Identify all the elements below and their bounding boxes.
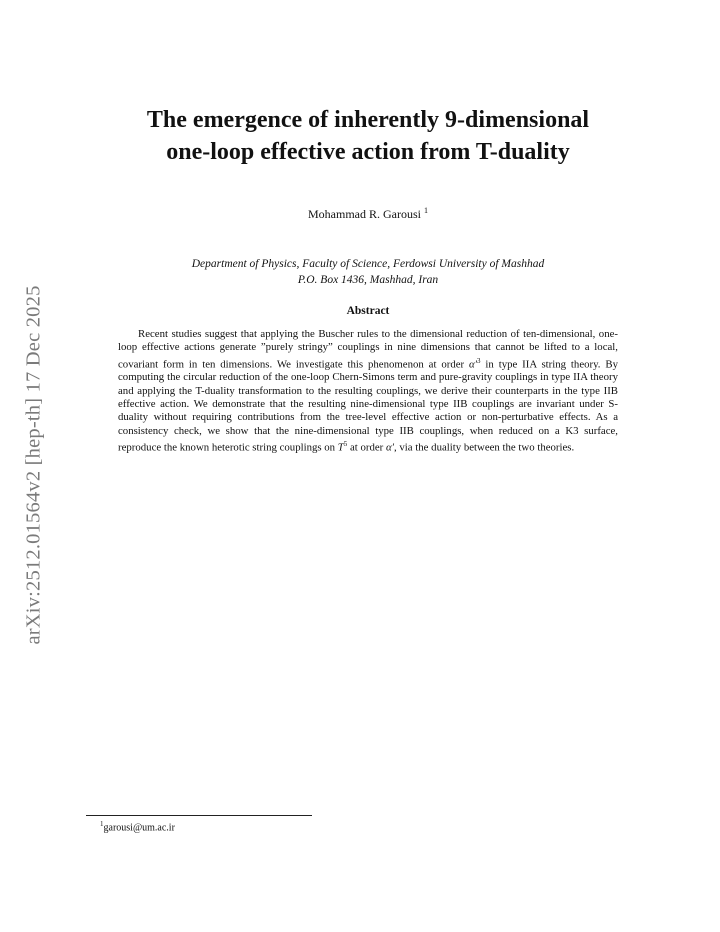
alpha-prime-symbol-2: α′ (385, 441, 394, 454)
author-footnote-mark: 1 (424, 206, 428, 215)
abstract-text-3: at order (347, 441, 386, 454)
affiliation-line-1: Department of Physics, Faculty of Science, Ferdowsi University of Mashhad (191, 258, 545, 270)
alpha-prime-symbol: α′ (469, 358, 478, 371)
title-line-1: The emergence of inherently 9-dimensional (146, 107, 590, 133)
title-line-2: one-loop effective action from T-duality (166, 139, 570, 165)
abstract-text-1: Recent studies suggest that applying the Buscher rules to the dimensional reduction of ten-dimensional, one-loop effective actions generate ”purely stringy” couplings in nine dimensions that cannot be lifted to a local, covariant form in ten dimensions. We investigate this phenomenon at order (118, 328, 618, 371)
arxiv-identifier: arXiv:2512.01564v2 [hep-th] 17 Dec 2025 (22, 285, 45, 645)
abstract-body (118, 328, 618, 455)
footnote (100, 820, 175, 833)
alpha-exponent: 3 (477, 356, 481, 365)
footnote-mark: 1 (100, 820, 104, 828)
author-name: Mohammad R. Garousi (308, 207, 421, 221)
affiliation-line-2: P.O. Box 1436, Mashhad, Iran (297, 274, 439, 286)
paper-title (80, 104, 656, 168)
footnote-email[interactable]: garousi@um.ac.ir (103, 822, 175, 834)
affiliation (80, 256, 656, 288)
abstract-heading: Abstract (346, 305, 390, 317)
footnote-rule (86, 815, 312, 816)
abstract-text-4: , via the duality between the two theories. (394, 441, 575, 454)
torus-symbol: T (337, 441, 344, 454)
torus-exponent: 5 (343, 439, 348, 448)
author-line (80, 206, 656, 222)
abstract-text-2: in type IIA string theory. By computing the circular reduction of the one-loop Chern-Simons term and pure-gravity couplings in type IIA theory and applying the T-duality transformation to the resulting couplings, we derive their counterparts in the type IIB effective action. We demonstrate that the resulting nine-dimensional type IIB couplings are invariant under S-duality without requiring contributions from the tree-level effective action or non-perturbative effects. As a consistency check, we show that the nine-dimensional type IIB couplings, when reduced on a K3 surface, reproduce the known heterotic string couplings on (118, 358, 618, 454)
